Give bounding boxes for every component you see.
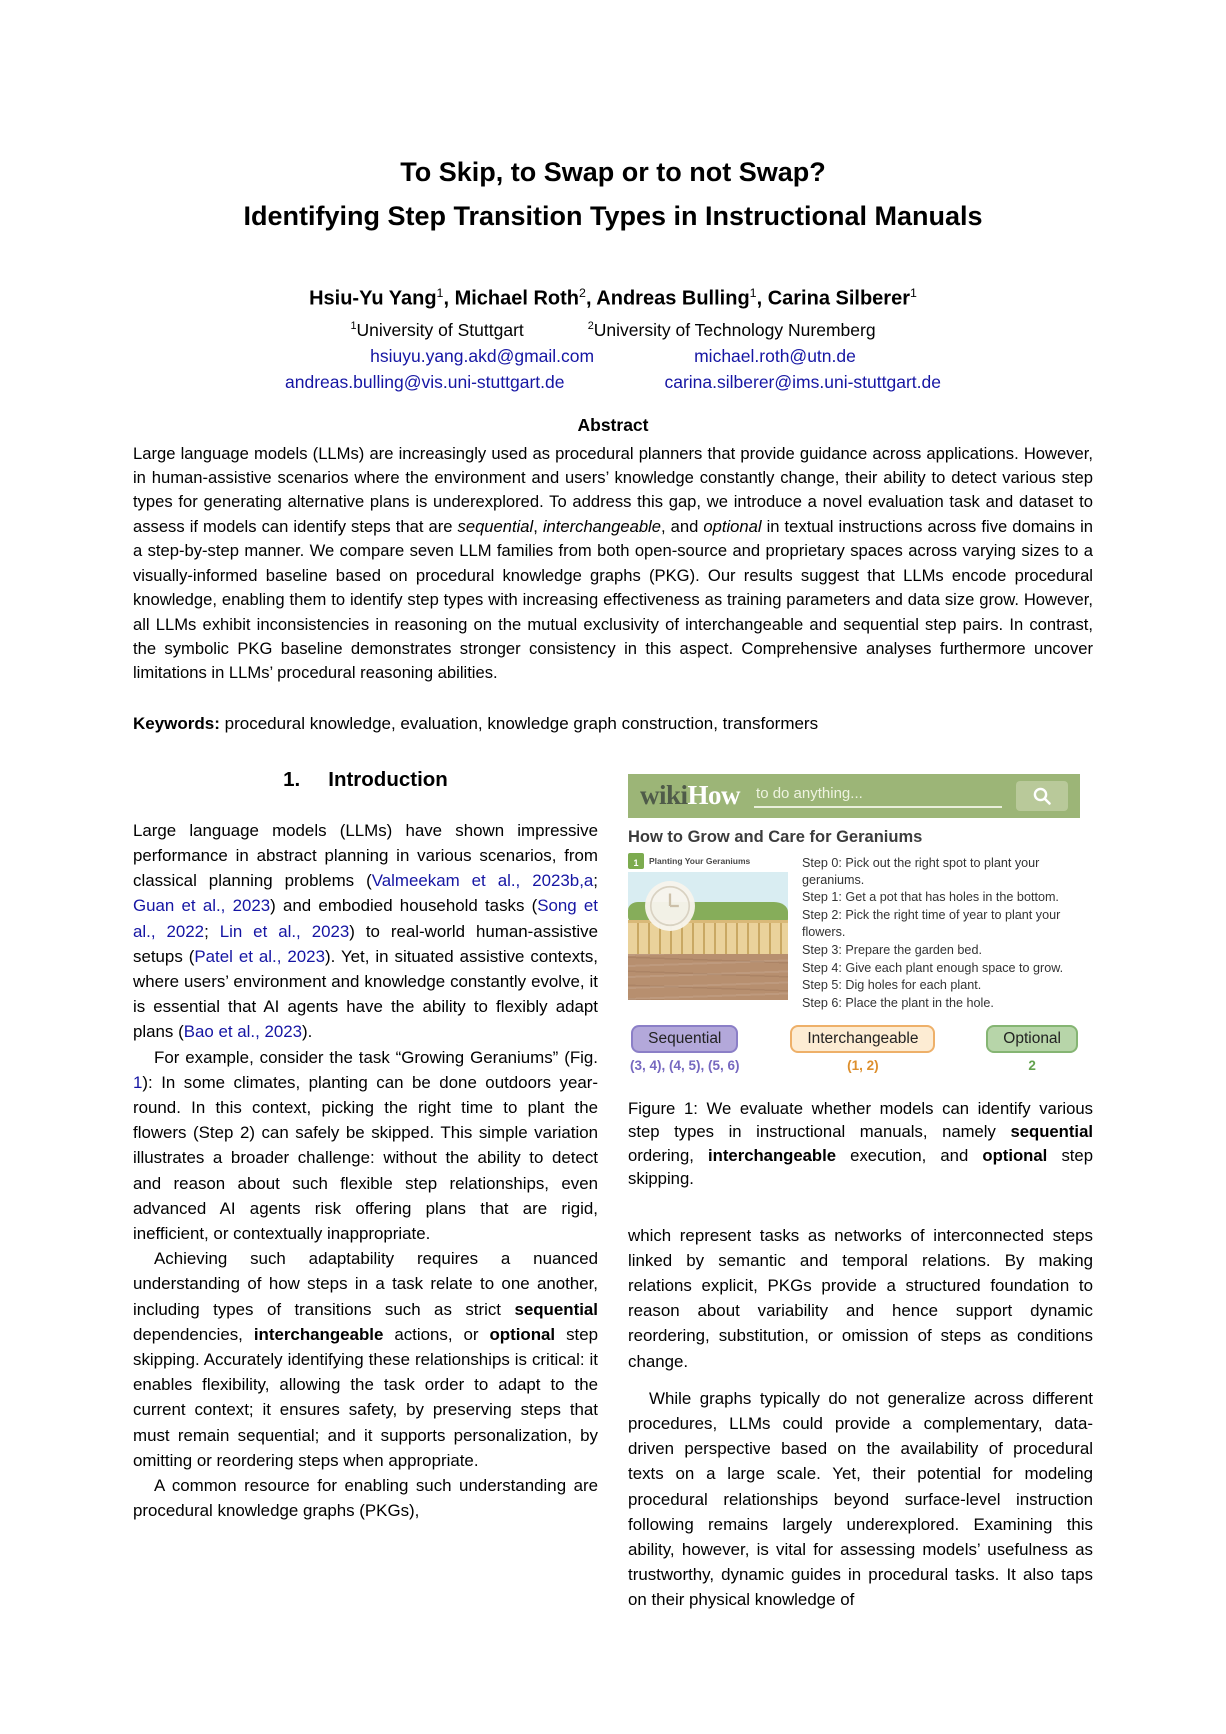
wikihow-logo-wiki: wiki [640, 780, 688, 811]
text-segment: which represent tasks as networks of interconnected steps linked by semantic and temporal relations. By making relations explicit, PKGs provide a structured foundation to reason about variability and hence support dynamic reordering, substitution, or omission of steps as conditions change. [628, 1225, 1093, 1371]
citation-link[interactable]: Valmeekam et al., 2023b,a [371, 871, 594, 891]
article-thumbnail [628, 853, 788, 1013]
interchangeable-badge: Interchangeable [790, 1025, 935, 1053]
text-segment: interchangeable [708, 1145, 837, 1165]
text-segment: ; [204, 921, 220, 941]
sequential-group [630, 1025, 740, 1073]
sequential-badge: Sequential [631, 1025, 738, 1053]
text-segment: For example, consider the task “Growing Geraniums” (Fig. [154, 1047, 598, 1067]
citation-link[interactable]: Bao et al., 2023 [183, 1022, 303, 1042]
paragraph [133, 1473, 598, 1523]
email-link-2[interactable]: michael.roth@utn.de [694, 345, 856, 366]
text-segment: in textual instructions across five domains in a step-by-step manner. We compare seven LLM families from both open-source and proprietary spaces across varying sizes to a visually-informed baseline based on procedural knowledge graphs (PKG). Our results suggest that LLMs encode procedural knowledge, enabling them to identify step types with increasing effectiveness as training parameters and data size grow. However, all LLMs exhibit inconsistencies in reasoning on the mutual exclusivity of interchangeable and sequential step pairs. In contrast, the symbolic PKG baseline demonstrates stronger consistency in this aspect. Comprehensive analyses furthermore uncover limitations in LLMs’ procedural reasoning abilities. [133, 516, 1093, 683]
text-segment: Hsiu-Yu Yang [309, 287, 437, 310]
wikihow-logo-how: How [687, 780, 741, 811]
abstract-body [133, 442, 1093, 686]
step-line-3: Step 3: Prepare the garden bed. [802, 942, 982, 957]
text-segment: University of Technology Nuremberg [593, 319, 876, 340]
text-segment: While graphs typically do not generalize across different procedures, LLMs could provide a complementary, data-driven perspective based on the availability of procedural texts on a large scale. Yet, their potential for modeling procedural relationships beyond surface-level instruction following remains largely underexplored. Examining this ability, however, is vital for assessing models’ usefulness as trustworthy, dynamic guides in procedural tasks. It also taps on their physical knowledge of [628, 1388, 1093, 1610]
text-segment: optional [703, 516, 762, 536]
text-segment: sequential [1010, 1122, 1093, 1142]
left-column [133, 762, 598, 1613]
keywords-label: Keywords: [133, 713, 220, 733]
thumbnail-header [628, 853, 788, 869]
text-segment: ; [593, 871, 598, 891]
citation-link[interactable]: Lin et al., 2023 [219, 921, 350, 941]
garden-illustration [628, 872, 788, 1000]
text-segment: ordering, [628, 1145, 709, 1165]
text-segment: 2 [587, 319, 594, 332]
optional-group [986, 1025, 1078, 1073]
optional-badge: Optional [986, 1025, 1078, 1053]
step-line-6: Step 6: Place the plant in the hole. [802, 996, 994, 1011]
soil-graphic [628, 954, 788, 1000]
step-list [802, 853, 1080, 1013]
section-heading-introduction [133, 768, 598, 792]
affiliation-1 [350, 320, 523, 341]
interchangeable-pairs: (1, 2) [847, 1057, 879, 1073]
part-number-badge: 1 [628, 853, 644, 869]
email-link-4[interactable]: carina.silberer@ims.uni-stuttgart.de [664, 371, 941, 392]
section-title: Introduction [328, 767, 448, 791]
figure-1 [628, 774, 1080, 1073]
text-segment: sequential [514, 1299, 598, 1319]
paragraph [628, 1386, 1093, 1613]
citation-link[interactable]: Song et al., 2022 [133, 896, 598, 941]
wikihow-logo [640, 782, 740, 809]
email-link-3[interactable]: andreas.bulling@vis.uni-stuttgart.de [285, 371, 565, 392]
text-segment: , [533, 516, 543, 536]
text-segment: optional [489, 1324, 556, 1344]
text-segment: execution, and [836, 1145, 983, 1165]
abstract-heading: Abstract [577, 414, 649, 435]
text-segment: sequential [457, 516, 534, 536]
text-segment: Large language models (LLMs) have shown impressive performance in abstract planning in various scenarios, from classical planning problems ( [133, 820, 598, 891]
text-segment: ) to real-world human-assistive setups ( [133, 921, 598, 966]
wikihow-header [628, 774, 1080, 818]
text-segment: , Andreas Bulling [585, 287, 750, 310]
clock-icon [644, 880, 696, 932]
text-segment: Figure 1: We evaluate whether models can identify various step types in instructional manuals, namely [628, 1098, 1093, 1142]
keywords-line [133, 714, 1093, 734]
search-input[interactable] [754, 783, 1002, 808]
paper-title-line1: To Skip, to Swap or to not Swap? [400, 157, 826, 187]
text-segment: , and [660, 516, 704, 536]
right-column [628, 762, 1093, 1613]
affiliations [133, 320, 1093, 341]
text-segment: actions, or [383, 1324, 490, 1344]
text-segment: interchangeable [253, 1324, 384, 1344]
text-segment: ): In some climates, planting can be done outdoors year-round. In this context, picking the right time to plant the flowers (Step 2) can safely be skipped. This simple variation illustrates a broader challenge: without the ability to detect and reason about such flexible step relationships, even advanced AI agents risk offering plans that are rigid, inefficient, or contextually inappropriate. [133, 1072, 598, 1243]
text-segment: ) and embodied household tasks ( [270, 896, 538, 916]
search-icon [1032, 786, 1052, 806]
step-line-1: Step 1: Get a pot that has holes in the bottom. [802, 890, 1059, 905]
paragraph [133, 1045, 598, 1247]
step-line-2: Step 2: Pick the right time of year to plant your flowers. [802, 908, 1061, 939]
article-title: How to Grow and Care for Geraniums [628, 827, 923, 846]
paper-title-line2: Identifying Step Transition Types in Instructional Manuals [243, 201, 983, 231]
optional-pairs: 2 [1028, 1057, 1036, 1073]
step-line-0: Step 0: Pick out the right spot to plant your geraniums. [802, 855, 1040, 887]
paragraph [133, 818, 598, 1045]
paragraph [628, 1223, 1093, 1374]
text-segment: 1 [436, 286, 444, 300]
text-segment: ). Yet, in situated assistive contexts, where users’ environment and knowledge constantly evolve, it is essential that AI agents have the ability to flexibly adapt plans ( [133, 946, 598, 1042]
title-block [133, 150, 1093, 238]
keywords-text: procedural knowledge, evaluation, knowledge graph construction, transformers [219, 713, 819, 733]
thumbnail-label: Planting Your Geraniums [649, 855, 751, 866]
text-segment: step skipping. [628, 1145, 1093, 1189]
text-segment: interchangeable [542, 516, 661, 536]
citation-link[interactable]: Patel et al., 2023 [194, 946, 325, 966]
step-line-5: Step 5: Dig holes for each plant. [802, 978, 982, 993]
text-segment: step skipping. Accurately identifying these relationships is critical: it enables flexibility, allowing the task order to adapt to the current context; it ensures safety, by preserving steps that must remain sequential; and it supports personalization, by omitting or reordering steps when appropriate. [133, 1324, 598, 1470]
text-segment: 2 [579, 286, 586, 300]
step-type-badges [628, 1025, 1080, 1073]
text-segment: , Carina Silberer [756, 287, 910, 310]
text-segment: 1 [909, 286, 917, 300]
sequential-pairs: (3, 4), (4, 5), (5, 6) [630, 1057, 740, 1073]
text-segment: 1 [749, 286, 757, 300]
text-segment: optional [982, 1145, 1048, 1165]
text-segment: University of Stuttgart [356, 319, 524, 340]
two-column-body [133, 762, 1093, 1613]
text-segment: Large language models (LLMs) are increasingly used as procedural planners that provide guidance across applications. However, in human-assistive scenarios where the environment and users’ knowledge constantly change, their ability to detect various step types for generating alternative plans is underexplored. To address this gap, we introduce a novel evaluation task and dataset to assess if models can identify steps that are [133, 443, 1093, 536]
email-row-2 [133, 372, 1093, 393]
text-segment: , Michael Roth [443, 287, 580, 310]
figure-body [628, 853, 1080, 1013]
email-link-1[interactable]: hsiuyu.yang.akd@gmail.com [370, 345, 595, 366]
text-segment: dependencies, [133, 1324, 254, 1344]
search-button[interactable] [1016, 781, 1068, 811]
text-segment: ). [302, 1022, 313, 1042]
section-number: 1. [283, 767, 301, 791]
paragraph [133, 1246, 598, 1473]
author-list [133, 286, 1093, 311]
text-segment: 1 [350, 319, 357, 332]
affiliation-2 [588, 320, 876, 341]
text-segment: A common resource for enabling such understanding are procedural knowledge graphs (PKGs), [133, 1476, 598, 1521]
figure-caption [628, 1097, 1093, 1191]
text-segment: Achieving such adaptability requires a nuanced understanding of how steps in a task relate to one another, including types of transitions such as strict [133, 1249, 598, 1319]
email-row-1 [133, 346, 1093, 367]
citation-link[interactable]: Guan et al., 2023 [133, 896, 271, 916]
interchangeable-group [790, 1025, 935, 1073]
step-line-4: Step 4: Give each plant enough space to grow. [802, 960, 1064, 975]
citation-link[interactable]: 1 [133, 1072, 143, 1092]
